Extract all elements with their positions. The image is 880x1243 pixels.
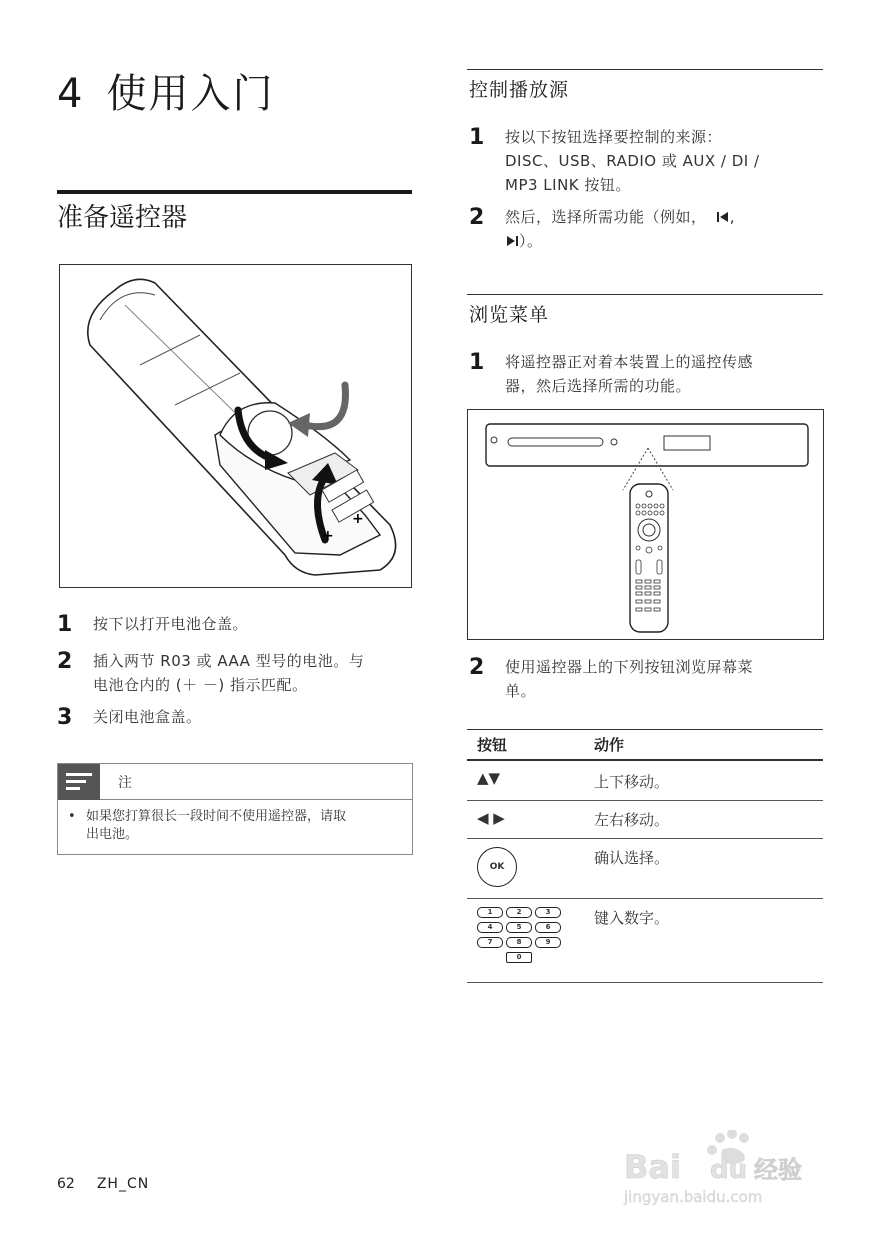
page-footer — [57, 1176, 149, 1192]
step-text: 关闭电池盒盖。 — [93, 708, 202, 726]
table-header-button: 按钮 — [467, 730, 584, 761]
step-number: 3 — [57, 705, 73, 730]
note-bullet: • — [68, 809, 76, 824]
numpad-key: 2 — [506, 907, 532, 918]
step-number: 1 — [57, 612, 73, 637]
chapter-name: 使用入门 — [106, 71, 275, 117]
svg-text:du: du — [710, 1155, 748, 1185]
step-text-line: 插入两节 R03 或 AAA 型号的电池。与 — [93, 652, 365, 670]
sensor-figure — [467, 409, 824, 640]
step-text-line: 按以下按钮选择要控制的来源： — [505, 128, 723, 146]
numpad-key: 8 — [506, 937, 532, 948]
rule-control-source — [467, 69, 823, 70]
note-text-line: 如果您打算很长一段时间不使用遥控器，请取 — [86, 809, 347, 824]
step-text-line: 使用遥控器上的下列按钮浏览屏幕菜 — [505, 658, 754, 676]
numpad-key: 5 — [506, 922, 532, 933]
table-row — [467, 839, 823, 899]
svg-text:+: + — [352, 511, 364, 527]
battery-figure — [59, 264, 412, 588]
action-cell: 左右移动。 — [584, 801, 823, 839]
button-cell-updown: ▲▼ — [467, 760, 584, 801]
numpad-key: 0 — [506, 952, 532, 963]
chapter-title — [57, 62, 274, 119]
right-step-3 — [469, 350, 753, 398]
step-text-line: ）。 — [519, 232, 543, 250]
left-step-1 — [57, 612, 248, 637]
table-row — [467, 801, 823, 839]
action-cell: 上下移动。 — [584, 760, 823, 801]
section-title-browse-menu: 浏览菜单 — [469, 304, 550, 326]
section-rule — [57, 190, 412, 194]
left-step-2 — [57, 649, 364, 697]
numpad-key: 7 — [477, 937, 503, 948]
note-box — [57, 763, 413, 855]
baidu-watermark — [622, 1130, 832, 1210]
right-step-4 — [469, 655, 753, 703]
step-text-line: 电池仓内的 (＋ －) 指示匹配。 — [93, 676, 308, 694]
section-title-remote: 准备遥控器 — [57, 203, 188, 233]
right-step-2: 2 然后，选择所需功能（例如， , ）。 — [469, 205, 736, 250]
svg-text:+: + — [322, 528, 334, 544]
rule-browse-menu — [467, 294, 823, 295]
remote-battery-illustration — [60, 265, 411, 587]
step-text-line: 单。 — [505, 682, 537, 700]
button-action-table — [467, 729, 823, 983]
step-number: 2 — [469, 655, 485, 680]
page-number: 62 — [57, 1176, 75, 1192]
svg-text:Bai: Bai — [624, 1148, 681, 1186]
baidu-logo — [622, 1130, 832, 1210]
section-title-control-source: 控制播放源 — [469, 79, 570, 101]
note-body — [58, 800, 412, 844]
next-icon — [505, 235, 519, 247]
note-header — [58, 764, 412, 800]
note-text-line: 出电池。 — [86, 827, 139, 842]
ok-button-icon: OK — [477, 847, 517, 887]
right-step-1 — [469, 125, 760, 197]
numpad-icon — [467, 899, 584, 983]
step-number: 2 — [57, 649, 73, 674]
step-text: 按下以打开电池仓盖。 — [93, 615, 249, 633]
step-text-line: DISC、USB、RADIO 或 AUX / DI / — [505, 152, 760, 170]
svg-text:经验: 经验 — [754, 1156, 802, 1184]
table-header-action: 动作 — [584, 730, 823, 761]
table-row — [467, 760, 823, 801]
step-number: 1 — [469, 125, 485, 150]
step-number: 1 — [469, 350, 485, 375]
language-code: ZH_CN — [96, 1176, 150, 1192]
action-cell: 确认选择。 — [584, 839, 823, 899]
step-text-line: 器，然后选择所需的功能。 — [505, 377, 692, 395]
previous-icon — [716, 211, 730, 223]
numpad-key: 4 — [477, 922, 503, 933]
note-icon — [58, 764, 100, 800]
numpad-key: 1 — [477, 907, 503, 918]
step-number: 2 — [469, 205, 485, 230]
step-text-line: 然后，选择所需功能（例如， — [505, 208, 707, 226]
table-row — [467, 899, 823, 983]
action-cell: 键入数字。 — [584, 899, 823, 983]
step-text-line: 将遥控器正对着本装置上的遥控传感 — [505, 353, 754, 371]
left-step-3 — [57, 705, 202, 730]
step-text-line: MP3 LINK 按钮。 — [505, 176, 631, 194]
svg-text:jingyan.baidu.com: jingyan.baidu.com — [624, 1188, 763, 1206]
note-label: 注 — [118, 775, 132, 791]
numpad-key: 3 — [535, 907, 561, 918]
numpad-key: 6 — [535, 922, 561, 933]
button-cell-leftright: ◀ ▶ — [467, 801, 584, 839]
remote-aim-illustration — [468, 410, 823, 639]
chapter-number: 4 — [57, 71, 85, 117]
numpad-key: 9 — [535, 937, 561, 948]
